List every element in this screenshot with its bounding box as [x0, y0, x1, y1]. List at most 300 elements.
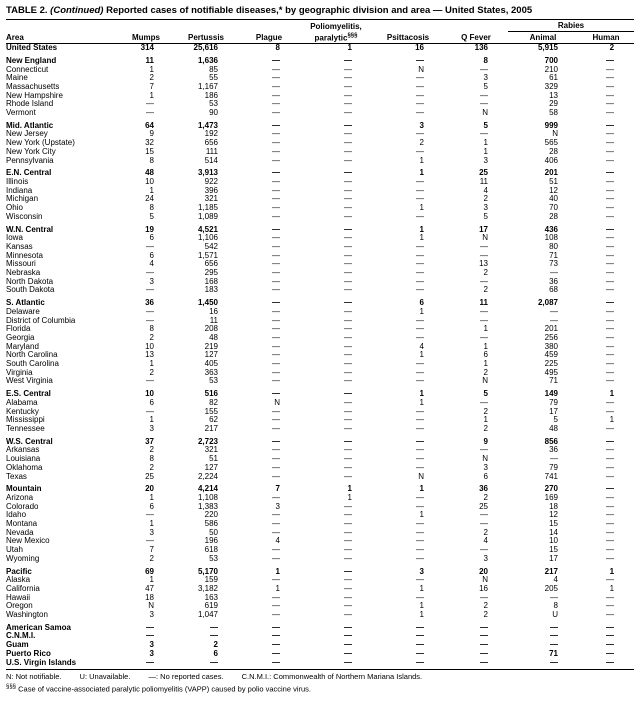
table-row — [6, 503, 634, 512]
value-cell: 7 — [275, 485, 280, 494]
value-cell: 2,087 — [537, 299, 558, 308]
header-spacer — [372, 20, 444, 32]
value-cell: — — [344, 130, 352, 139]
area-cell: Mid. Atlantic — [6, 121, 54, 130]
value-cell: — — [480, 316, 488, 325]
value-cell: 1 — [609, 584, 615, 593]
value-cell: — — [272, 368, 280, 377]
table-title — [6, 5, 634, 20]
value-cell: — — [550, 593, 558, 602]
value-cell: — — [344, 584, 352, 593]
value-cell: — — [416, 623, 424, 632]
value-cell: — — [416, 520, 424, 529]
table-row — [6, 334, 634, 343]
value-cell: — — [480, 251, 488, 260]
area-cell: Louisiana — [6, 455, 41, 464]
value-cell: — — [146, 269, 154, 278]
value-cell: — — [606, 446, 615, 455]
area-cell: New York City — [6, 147, 56, 156]
value-cell: 7 — [149, 82, 154, 91]
value-cell: 329 — [544, 82, 558, 91]
area-cell: S. Atlantic — [6, 299, 45, 308]
value-cell: 656 — [204, 260, 218, 269]
value-cell: — — [480, 100, 488, 109]
value-cell: — — [272, 286, 280, 295]
table-row — [6, 57, 634, 66]
table-row — [6, 425, 634, 434]
value-cell: — — [344, 463, 352, 472]
value-cell: 6 — [419, 299, 424, 308]
value-cell: — — [344, 156, 352, 165]
footnote-marker: §§§ — [6, 684, 17, 691]
value-cell: 48 — [549, 424, 558, 433]
value-cell: 2 — [419, 139, 424, 148]
value-cell: — — [344, 325, 352, 334]
table-row — [6, 269, 634, 278]
table-row — [6, 408, 634, 417]
value-cell: — — [606, 109, 615, 118]
area-cell: W.S. Central — [6, 437, 53, 446]
value-cell: 1 — [149, 416, 154, 425]
table-row — [6, 360, 634, 369]
table-row — [6, 520, 634, 529]
area-cell: North Dakota — [6, 277, 54, 286]
area-cell: New England — [6, 56, 57, 65]
col-pertussis: Pertussis — [174, 32, 238, 44]
value-cell: — — [344, 446, 352, 455]
table-row — [6, 169, 634, 178]
table-row — [6, 74, 634, 83]
value-cell: — — [344, 641, 352, 650]
value-cell: 8 — [553, 602, 558, 611]
value-cell: 3 — [149, 528, 154, 537]
value-cell: — — [272, 602, 280, 611]
value-cell: 5 — [483, 82, 488, 91]
value-cell: 17 — [479, 225, 488, 234]
area-cell: Mountain — [6, 485, 42, 494]
area-cell: C.N.M.I. — [6, 632, 36, 641]
area-cell: West Virginia — [6, 377, 53, 386]
value-cell: 2 — [483, 269, 488, 278]
value-cell: — — [344, 351, 352, 360]
value-cell: — — [416, 316, 424, 325]
value-cell: 3 — [149, 424, 154, 433]
value-cell: 9 — [483, 437, 488, 446]
value-cell: — — [606, 520, 615, 529]
value-cell: 71 — [549, 377, 558, 386]
value-cell: 1 — [419, 234, 424, 243]
value-cell: 3 — [149, 277, 154, 286]
value-cell: 1 — [419, 307, 424, 316]
value-cell: 856 — [544, 437, 558, 446]
value-cell: 186 — [204, 91, 218, 100]
value-cell: — — [272, 82, 280, 91]
value-cell: — — [416, 593, 424, 602]
header-spacer — [444, 20, 508, 32]
value-cell: — — [272, 463, 280, 472]
header-spacer — [6, 20, 118, 32]
value-cell: 321 — [204, 446, 218, 455]
value-cell: 565 — [544, 139, 558, 148]
value-cell: — — [480, 242, 488, 251]
value-cell: — — [272, 277, 280, 286]
value-cell: — — [272, 269, 280, 278]
value-cell: — — [416, 109, 424, 118]
value-cell: 73 — [549, 260, 558, 269]
polio-footnote-marker: §§§ — [347, 32, 358, 39]
value-cell: 159 — [204, 576, 218, 585]
value-cell: 1 — [483, 325, 488, 334]
value-cell: 5 — [483, 212, 488, 221]
value-cell: — — [606, 195, 615, 204]
value-cell: 5 — [553, 416, 558, 425]
value-cell: — — [344, 632, 352, 641]
table-row — [6, 555, 634, 564]
value-cell: 11 — [209, 316, 218, 325]
value-cell: — — [272, 520, 280, 529]
table-row — [6, 537, 634, 546]
value-cell: 111 — [205, 147, 218, 156]
value-cell: 1 — [275, 584, 280, 593]
value-cell: — — [606, 139, 615, 148]
value-cell: 6 — [483, 351, 488, 360]
value-cell: 1,383 — [197, 502, 218, 511]
value-cell: — — [606, 377, 615, 386]
value-cell: 24 — [145, 195, 154, 204]
value-cell: 11 — [145, 56, 154, 65]
value-cell: 619 — [204, 602, 218, 611]
area-cell: Colorado — [6, 502, 39, 511]
table-row — [6, 464, 634, 473]
value-cell: — — [272, 242, 280, 251]
footnote-line-2 — [6, 682, 634, 695]
area-cell: United States — [6, 43, 58, 53]
header-group-row — [6, 20, 634, 32]
value-cell: 2,224 — [197, 472, 218, 481]
value-cell: 1 — [149, 186, 154, 195]
notifiable-diseases-table — [6, 20, 634, 667]
value-cell: — — [272, 260, 280, 269]
value-cell: 183 — [204, 286, 218, 295]
value-cell: 1,185 — [197, 204, 218, 213]
table-row — [6, 66, 634, 75]
value-cell: 136 — [474, 43, 488, 53]
table-row — [6, 325, 634, 334]
area-cell: Nebraska — [6, 269, 41, 278]
value-cell: 29 — [549, 100, 558, 109]
value-cell: 196 — [204, 537, 218, 546]
value-cell: — — [344, 225, 352, 234]
value-cell: — — [272, 121, 280, 130]
value-cell: 1 — [483, 139, 488, 148]
value-cell: 741 — [544, 472, 558, 481]
value-cell: 459 — [544, 351, 558, 360]
table-row — [6, 83, 634, 92]
header-spacer — [174, 20, 238, 32]
value-cell: 999 — [544, 121, 558, 130]
value-cell: — — [272, 390, 280, 399]
value-cell: — — [272, 307, 280, 316]
value-cell: — — [550, 641, 558, 650]
value-cell: 1 — [347, 43, 352, 53]
header-spacer — [118, 20, 174, 32]
value-cell: 53 — [209, 377, 218, 386]
value-cell: — — [344, 121, 352, 130]
value-cell: — — [272, 360, 280, 369]
value-cell: 1,089 — [197, 212, 218, 221]
header-spacer — [238, 20, 300, 32]
value-cell: 48 — [145, 169, 154, 178]
area-cell: Oregon — [6, 602, 33, 611]
value-cell: — — [416, 56, 424, 65]
value-cell: 406 — [544, 156, 558, 165]
value-cell: 2 — [483, 602, 488, 611]
area-cell: Nevada — [6, 528, 34, 537]
value-cell: 53 — [209, 554, 218, 563]
value-cell: 4 — [275, 537, 280, 546]
value-cell: 8 — [483, 56, 488, 65]
value-cell: 6 — [483, 472, 488, 481]
col-rabies-human: Human — [578, 32, 634, 44]
value-cell: 40 — [549, 195, 558, 204]
value-cell: 168 — [204, 277, 218, 286]
value-cell: — — [606, 463, 615, 472]
value-cell: — — [344, 139, 352, 148]
value-cell: — — [344, 537, 352, 546]
value-cell: 1 — [149, 91, 154, 100]
value-cell: 18 — [549, 502, 558, 511]
polio-label: paralytic — [314, 33, 348, 43]
value-cell: — — [416, 368, 424, 377]
value-cell: 79 — [549, 398, 558, 407]
value-cell: — — [344, 82, 352, 91]
value-cell: — — [606, 611, 615, 620]
table-body — [6, 44, 634, 668]
value-cell: — — [416, 537, 424, 546]
area-cell: California — [6, 584, 40, 593]
value-cell: — — [272, 546, 280, 555]
value-cell: — — [606, 169, 615, 178]
value-cell: — — [550, 269, 558, 278]
value-cell: — — [606, 342, 615, 351]
value-cell: — — [344, 178, 352, 186]
value-cell: 205 — [544, 584, 558, 593]
area-cell: Puerto Rico — [6, 649, 51, 658]
value-cell: — — [416, 455, 424, 464]
value-cell: 169 — [544, 493, 558, 502]
table-row — [6, 650, 634, 659]
value-cell: 1 — [483, 147, 488, 156]
value-cell: 3 — [149, 641, 154, 650]
value-cell: 20 — [145, 485, 154, 494]
value-cell: N — [482, 109, 488, 118]
value-cell: 64 — [145, 121, 154, 130]
table-row — [6, 148, 634, 157]
value-cell: 2 — [149, 333, 154, 342]
table-row — [6, 390, 634, 399]
value-cell: — — [272, 325, 280, 334]
area-cell: North Carolina — [6, 351, 58, 360]
value-cell: 1 — [347, 493, 352, 502]
value-cell: 922 — [204, 178, 218, 186]
value-cell: — — [272, 169, 280, 178]
value-cell: 2 — [483, 286, 488, 295]
value-cell: 8 — [149, 156, 154, 165]
value-cell: 1 — [149, 493, 154, 502]
area-cell: Iowa — [6, 234, 23, 243]
table-row — [6, 226, 634, 235]
value-cell: 495 — [544, 368, 558, 377]
value-cell: 69 — [145, 567, 154, 576]
table-row — [6, 659, 634, 668]
value-cell: — — [416, 286, 424, 295]
value-cell: — — [416, 186, 424, 195]
value-cell: 48 — [209, 333, 218, 342]
value-cell: — — [272, 195, 280, 204]
value-cell: 90 — [209, 109, 218, 118]
value-cell: — — [416, 82, 424, 91]
value-cell: — — [606, 234, 615, 243]
value-cell: 12 — [549, 186, 558, 195]
value-cell: — — [272, 351, 280, 360]
value-cell: — — [606, 333, 615, 342]
value-cell: 1,450 — [197, 299, 218, 308]
value-cell: — — [344, 455, 352, 464]
value-cell: — — [146, 307, 154, 316]
value-cell: — — [146, 537, 154, 546]
value-cell: N — [482, 455, 488, 464]
value-cell: 25 — [145, 472, 154, 481]
value-cell: — — [344, 212, 352, 221]
value-cell: 201 — [544, 169, 558, 178]
value-cell: 2,723 — [197, 437, 218, 446]
rabies-group-header: Rabies — [508, 20, 634, 32]
value-cell: — — [272, 178, 280, 186]
value-cell: — — [606, 546, 615, 555]
value-cell: — — [416, 130, 424, 139]
value-cell: — — [272, 234, 280, 243]
value-cell: — — [344, 242, 352, 251]
area-cell: Massachusetts — [6, 82, 60, 91]
value-cell: — — [272, 493, 280, 502]
value-cell: — — [606, 641, 615, 650]
value-cell: — — [416, 178, 424, 186]
value-cell: 516 — [204, 390, 218, 399]
area-cell: Alaska — [6, 576, 31, 585]
area-cell: W.N. Central — [6, 225, 54, 234]
value-cell: — — [344, 109, 352, 118]
value-cell: — — [344, 147, 352, 156]
value-cell: N — [552, 130, 558, 139]
value-cell: — — [272, 342, 280, 351]
value-cell: 25 — [479, 169, 488, 178]
value-cell: 108 — [544, 234, 558, 243]
area-cell: Florida — [6, 325, 31, 334]
value-cell: — — [416, 360, 424, 369]
value-cell: — — [272, 407, 280, 416]
value-cell: 1 — [609, 390, 615, 399]
value-cell: — — [416, 260, 424, 269]
value-cell: 1 — [419, 225, 424, 234]
value-cell: — — [550, 658, 558, 667]
table-row — [6, 92, 634, 101]
value-cell: — — [416, 100, 424, 109]
table-row — [6, 494, 634, 503]
value-cell: 1 — [419, 602, 424, 611]
area-cell: Delaware — [6, 307, 40, 316]
value-cell: U — [552, 611, 558, 620]
table-row — [6, 399, 634, 408]
title-continued: (Continued) — [50, 5, 104, 16]
value-cell: 20 — [479, 567, 488, 576]
value-cell: 542 — [204, 242, 218, 251]
area-cell: Arizona — [6, 493, 34, 502]
table-row — [6, 602, 634, 611]
value-cell: 220 — [204, 511, 218, 520]
value-cell: — — [606, 65, 615, 74]
value-cell: — — [606, 554, 615, 563]
value-cell: — — [344, 602, 352, 611]
area-cell: Virginia — [6, 368, 33, 377]
col-rabies-animal: Animal — [508, 32, 578, 44]
value-cell: — — [550, 623, 558, 632]
value-cell: — — [416, 377, 424, 386]
value-cell: 1 — [419, 611, 424, 620]
table-row — [6, 234, 634, 243]
area-cell: Mississippi — [6, 416, 45, 425]
value-cell: N — [418, 65, 424, 74]
value-cell: 32 — [145, 139, 154, 148]
value-cell: — — [272, 212, 280, 221]
table-row — [6, 122, 634, 131]
value-cell: 700 — [544, 56, 558, 65]
area-cell: Connecticut — [6, 65, 49, 74]
value-cell: — — [550, 632, 558, 641]
value-cell: — — [344, 658, 352, 667]
value-cell: 295 — [204, 269, 218, 278]
value-cell: 2 — [483, 424, 488, 433]
value-cell: 1 — [149, 520, 154, 529]
value-cell: 53 — [209, 100, 218, 109]
area-cell: Pennsylvania — [6, 156, 54, 165]
value-cell: — — [272, 316, 280, 325]
footnotes — [6, 669, 634, 695]
value-cell: — — [606, 537, 615, 546]
col-poliomyelitis-paralytic — [300, 32, 372, 44]
value-cell: 1 — [609, 416, 615, 425]
value-cell: 71 — [549, 649, 558, 658]
value-cell: 36 — [145, 299, 154, 308]
value-cell: — — [272, 100, 280, 109]
value-cell: — — [606, 242, 615, 251]
value-cell: 4 — [483, 537, 488, 546]
value-cell: 14 — [549, 528, 558, 537]
value-cell: — — [146, 377, 154, 386]
value-cell: — — [146, 658, 154, 667]
table-row — [6, 260, 634, 269]
area-cell: Vermont — [6, 109, 36, 118]
value-cell: — — [146, 242, 154, 251]
value-cell: 2 — [483, 195, 488, 204]
table-row — [6, 438, 634, 447]
value-cell: — — [344, 611, 352, 620]
value-cell: — — [344, 649, 352, 658]
value-cell: 28 — [549, 212, 558, 221]
value-cell: 15 — [145, 147, 154, 156]
value-cell: — — [146, 100, 154, 109]
table-row — [6, 130, 634, 139]
value-cell: — — [416, 416, 424, 425]
